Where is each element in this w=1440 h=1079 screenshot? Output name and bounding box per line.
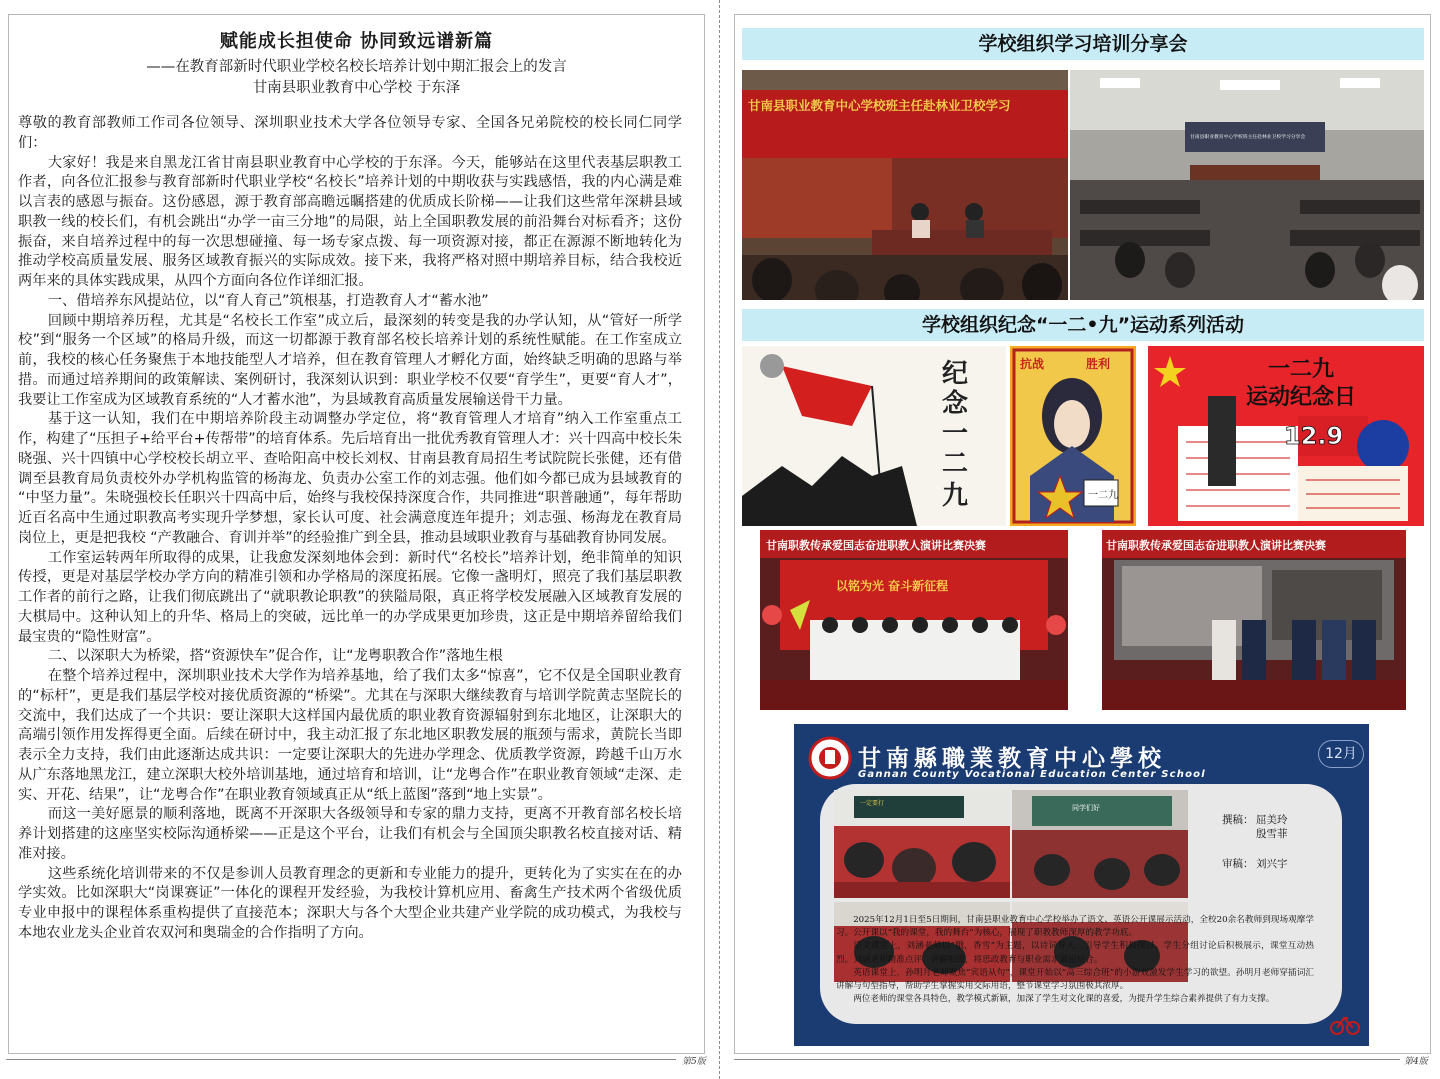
paragraph: 回顾中期培养历程，尤其是“名校长工作室”成立后，最深刻的转变是我的办学认知，从“管好一所学校”到“服务一个区域”的格局升级，而这一切都源于教育部名校长培养计划的系统性赋能。在工作室成立前，我校的核心任务聚焦于本地技能型人才培养，但在教育管理人才孵化方面，始终缺乏明确的思路与举措。而通过培养期间的政策解读、案例研讨，我深刻认识到：职业学校不仅要“育学生”，更要“育人才”，我要让工作室成为区域教育系统的“人才蓄水池”，为县域教育高质量发展输送骨干力量。 bbox=[18, 312, 682, 408]
poster-paragraph: 英语课堂上，孙明月老师聚焦“宾语从句”，课堂开始以“高三综合班”的小游戏激发学生学习的欲望。孙明月老师穿插词汇讲解与句型指导，帮助学生掌握实用交际用语，整节课堂学习氛围极其浓厚。 bbox=[836, 967, 1314, 992]
month-badge: 12月 bbox=[1318, 740, 1364, 768]
section-banner-training: 学校组织学习培训分享会 bbox=[742, 28, 1424, 60]
drawing-char: 九 bbox=[942, 481, 969, 511]
drawing-date: 12.9 bbox=[1284, 422, 1344, 450]
speech-contest-photo-1 bbox=[760, 530, 1068, 710]
poster-paragraph: 2025年12月1日至5日期间，甘南县职业教育中心学校举办了语文、英语公开课展示活动，全校20余名教师到现场观摩学习。公开课以“我的课堂，我的舞台”为核心，展现了职教教师深厚的教学功底。 bbox=[836, 915, 1314, 939]
paragraph: 工作室运转两年所取得的成果，让我愈发深刻地体会到：新时代“名校长”培养计划，绝非简单的知识传授，更是对基层学校办学方向的精准引领和办学格局的深度拓展。它像一盏明灯，照亮了我们基层职教工作者的前行之路，让我们彻底跳出了“就职教论职教”的狭隘局限，真正将学校发展融入区域教育发展的大棋局中。这种认知上的升华、格局上的突破，远比单一的办学成果更加珍贵，这正是中期培养留给我们最宝贵的“隐性财富”。 bbox=[18, 549, 682, 645]
school-name-en: Gannan County Vocational Education Center School bbox=[858, 769, 1206, 780]
classroom-banner: 同学们好 bbox=[1072, 804, 1100, 812]
poster-paragraph: 语文课堂上，刘涵老师以“哦，香雪”为主题，以诗词导入，引导学生积极探讨。学生分组讨论后积极展示，课堂互动热烈。刘涵老师精准点评、讲解细致，将思政教育与职业需求紧密结合。 bbox=[836, 941, 1314, 965]
drawing-badge: 一二九 bbox=[1088, 490, 1118, 501]
paragraph: 而这一美好愿景的顺利落地，既离不开深职大各级领导和专家的鼎力支持，更离不开教育部名校长培养计划搭建的这座坚实校际沟通桥梁——正是这个平台，让我们有机会与全国顶尖职教名校直接对话、精准对接。 bbox=[18, 806, 682, 862]
writer-name: 殷雪菲 bbox=[1256, 828, 1288, 840]
drawing-char: 念 bbox=[942, 389, 969, 419]
meeting-banner-text: 甘南县职业教育中心学校班主任赴林业卫校学习 bbox=[748, 98, 1011, 113]
drawing-text: 抗战 bbox=[1020, 357, 1045, 371]
reviewer-label: 审稿： bbox=[1222, 858, 1254, 870]
paragraph: 在整个培养过程中，深圳职业技术大学作为培养基地，给了我们太多“惊喜”，它不仅是全国职业教育的“标杆”，更是我们基层学校对接优质资源的“桥梁”。尤其在与深职大继续教育与培训学院黄志坚院长的交流中，我们达成了一个共识：要让深职大这样国内最优质的职业教育资源辐射到东北地区，让深职大的高端引领作用发挥得更全面。后续在研讨中，我主动汇报了东北地区职教发展的瓶颈与需求，黄院长当即表示全力支持，我们由此逐渐达成共识：一定要让深职大的先进办学理念、优质教学资源，跨越千山万水从广东落地黑龙江，建立深职大校外培训基地，通过培育和培训，让“龙粤合作”在职业教育领域“走深、走实、开花、结果”，让“龙粤合作”在职业教育领域真正从“纸上蓝图”落到“地上实景”。 bbox=[18, 668, 682, 803]
article-subtitle: ——在教育部新时代职业学校名校长培养计划中期汇报会上的发言 bbox=[146, 59, 567, 75]
commemoration-drawing-2 bbox=[1010, 346, 1136, 526]
classroom-photo-1 bbox=[834, 790, 1010, 898]
paragraph: 大家好！我是来自黑龙江省甘南县职业教育中心学校的于东泽。今天，能够站在这里代表基层职教工作者，向各位汇报参与教育部新时代职业学校“名校长”培养计划的中期收获与实践感悟，我的内心满是难以言表的感恩与振奋。这份感恩，源于教育部高瞻远瞩搭建的优质成长阶梯——让我们这些常年深耕县域职教一线的校长们，有机会跳出“办学一亩三分地”的局限，站上全国职教发展的前沿舞台对标看齐；这份振奋，来自培养过程中的每一次思想碰撞、每一场专家点拨、每一项资源对接，都正在源源不断地转化为推动学校高质量发展、服务区域教育振兴的实际成效。接下来，我将严格对照中期培养目标，结合我校近两年来的具体实践成果，从四个方面向各位作详细汇报。 bbox=[18, 154, 682, 289]
paragraph: 这些系统化培训带来的不仅是参训人员教育理念的更新和专业能力的提升，更转化为了实实在在的办学实效。比如深职大“岗课赛证”一体化的课程开发经验，为我校计算机应用、畜禽生产技术两个省级优质专业申报中的课程体系重构提供了直接范本；深职大与各个大型企业共建产业学院的成功模式，为我校与本地农业龙头企业首农双河和奥瑞金的合作指明了方向。 bbox=[18, 865, 682, 941]
stage-banner-text: 甘南职教传承爱国志奋进职教人演讲比赛决赛 bbox=[766, 539, 986, 552]
school-name: 甘南縣職業教育中心學校 bbox=[858, 745, 1166, 772]
drawing-char: 纪 bbox=[942, 359, 969, 389]
section-heading: 二、以深职大为桥梁，搭“资源快车”促合作，让“龙粤职教合作”落地生根 bbox=[47, 648, 503, 665]
meeting-photo bbox=[742, 70, 1068, 300]
reviewer-name: 刘兴宇 bbox=[1256, 858, 1288, 870]
meeting-screen-text: 甘南县职业教育中心学校班主任赴林业卫校学习分享会 bbox=[1190, 135, 1306, 140]
school-newsletter-poster bbox=[794, 724, 1369, 1046]
article-body bbox=[18, 114, 682, 944]
section-heading: 一、借培养东风提站位，以“育人育己”筑根基，打造教育人才“蓄水池” bbox=[47, 292, 489, 309]
footer-rule bbox=[6, 1059, 676, 1060]
drawing-char: 一 bbox=[942, 419, 969, 449]
stage-screen-text: 以铭为光 奋斗新征程 bbox=[836, 579, 949, 593]
classroom-photo-2 bbox=[1012, 790, 1188, 898]
drawing-title: 一二九 bbox=[1268, 356, 1335, 382]
stage-banner-text: 甘南职教传承爱国志奋进职教人演讲比赛决赛 bbox=[1106, 539, 1326, 552]
school-logo-icon bbox=[808, 736, 852, 780]
page-divider bbox=[719, 0, 720, 1079]
page-number: 第5版 bbox=[682, 1057, 706, 1067]
speech-contest-photo-2 bbox=[1102, 530, 1406, 710]
article-author: 甘南县职业教育中心学校 于东泽 bbox=[252, 80, 461, 96]
salutation: 尊敬的教育部教师工作司各位领导、深圳职业技术大学各位领导专家、全国各兄弟院校的校长同仁同学们： bbox=[18, 115, 682, 151]
drawing-text: 胜利 bbox=[1086, 357, 1111, 371]
writer-label: 撰稿： bbox=[1222, 814, 1254, 826]
classroom-banner: 一定要打 bbox=[860, 800, 885, 807]
meeting-hall-photo bbox=[1070, 70, 1424, 300]
drawing-title: 运动纪念日 bbox=[1246, 384, 1357, 410]
paragraph: 基于这一认知，我们在中期培养阶段主动调整办学定位，将“教育管理人才培育”纳入工作室重点工作，构建了“压担子+给平台+传帮带”的培育体系。先后培育出一批优秀教育管理人才：兴十四高中校长朱晓强、兴十四镇中心学校校长胡立平、查哈阳高中校长刘权、甘南县教育局招生考试院院长张健，还有借调至县教育局负责校外办学机构监管的杨海龙、负责办公室工作的刘志强。他们如今都已成为县域教育的 “中坚力量”。朱晓强校长任职兴十四高中后，始终与我校保持深度合作，共同推进“职普融通”，每年帮助近百名高中生通过职教高考实现升学梦想，家长认可度、社会满意度连年提升；刘志强、杨海龙在教育局岗位上，更是把我校 “产教融合、育训并举”的经验推广到全县，推动县域职业教育与基础教育协同发展。 bbox=[18, 411, 682, 546]
writer-name: 屈美玲 bbox=[1256, 814, 1288, 826]
commemoration-drawing-1 bbox=[742, 346, 1006, 526]
article-title: 赋能成长担使命 协同致远谱新篇 bbox=[219, 31, 494, 52]
footer-rule bbox=[734, 1059, 1400, 1060]
section-banner-129: 学校组织纪念“一二•九”运动系列活动 bbox=[742, 309, 1424, 341]
bicycle-icon bbox=[1330, 1010, 1360, 1036]
commemoration-drawing-3 bbox=[1148, 346, 1424, 526]
poster-article bbox=[836, 914, 1314, 1006]
poster-paragraph: 两位老师的课堂各具特色，教学模式新颖，加深了学生对文化课的喜爱，为提升学生综合素养提供了有力支撑。 bbox=[853, 994, 1275, 1005]
page-number: 第4版 bbox=[1404, 1057, 1428, 1067]
drawing-char: 二 bbox=[942, 449, 969, 479]
